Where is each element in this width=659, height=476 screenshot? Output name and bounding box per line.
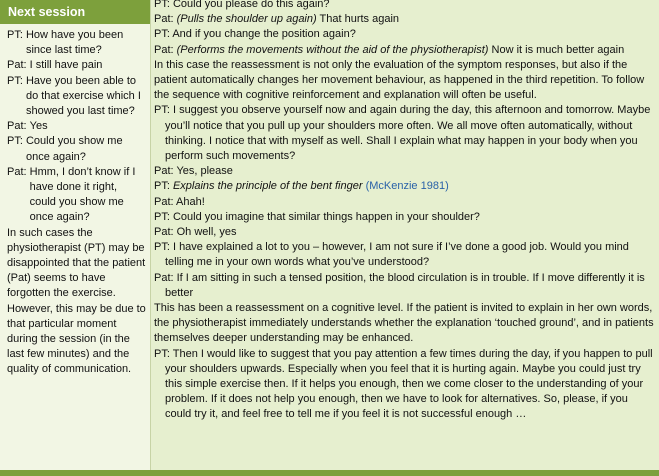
speaker-label: PT:: [154, 104, 173, 117]
citation-link[interactable]: (McKenzie 1981): [365, 180, 449, 193]
dialogue-turn: [154, 103, 654, 164]
dialogue-turn: [154, 179, 654, 194]
turn-text: I suggest you observe yourself now and again during the day, this afternoon and tomorrow. Maybe you’ll notice that you pull up your shoulders more often. We all move often automatically, without thinking. I notice that with myself as well. Shall I explain what may happen in your body when you perform such movements?: [165, 104, 651, 163]
dialogue-turn: [154, 27, 654, 42]
dialogue-turn: [154, 164, 654, 179]
speaker-label: Pat:: [7, 120, 30, 133]
stage-direction: (Pulls the shoulder up again): [176, 13, 317, 26]
turn-text: Could you imagine that similar things happen in your shoulder?: [172, 210, 480, 223]
turn-text: I have explained a lot to you – however, I am not sure if I’ve done a good job. Would you mind telling me in your own words what you’ve understood?: [165, 241, 629, 269]
turn-text: Yes, please: [176, 165, 233, 178]
turn-text: Have you been able to do that exercise which I showed you last time?: [25, 74, 141, 118]
speaker-label: PT:: [154, 180, 173, 193]
commentary-paragraph: In this case the reassessment is not only the evaluation of the symptom responses, but also if the patient automatically changes her movement behaviour, as happened in the third repetition. To follow the sequence with cognitive reinforcement and explanation will often be useful.: [154, 58, 645, 102]
turn-text: Now it is much better again: [488, 43, 625, 56]
stage-direction: Explains the principle of the bent finger: [172, 180, 363, 193]
stage-direction: (Performs the movements without the aid of the physiotherapist): [176, 43, 489, 56]
box-header: Next session: [0, 0, 150, 24]
speaker-label: PT:: [7, 74, 26, 87]
turn-text: If I am sitting in such a tensed position, the blood circulation is in trouble. If I move differently it is better: [165, 271, 645, 299]
bottom-rule: [0, 470, 659, 476]
speaker-label: PT:: [154, 0, 173, 10]
dialogue-turn: [7, 165, 146, 226]
speaker-label: Pat:: [154, 271, 177, 284]
speaker-label: PT:: [154, 28, 173, 41]
turn-text: Could you please do this again?: [172, 0, 330, 10]
speaker-label: PT:: [154, 347, 173, 360]
commentary-paragraph: In such cases the physiotherapist (PT) may be disappointed that the patient (Pat) seems to have forgotten the exercise. However, this may be due to that particular moment during the session (in the last few minutes) and the quality of communication.: [7, 226, 146, 376]
turn-text: How have you been since last time?: [25, 29, 124, 57]
dialogue-turn: [154, 43, 654, 58]
dialogue-turn: [154, 347, 654, 423]
speaker-label: PT:: [154, 241, 173, 254]
turn-text: Hmm, I don’t know if I have done it right, could you show me once again?: [29, 165, 136, 224]
speaker-label: Pat:: [154, 226, 177, 239]
dialogue-turn: [154, 225, 654, 240]
right-column-text: [154, 0, 654, 423]
speaker-label: Pat:: [154, 165, 177, 178]
commentary-paragraph: This has been a reassessment on a cognitive level. If the patient is invited to explain in her own words, the physiotherapist immediately understands whether the explanation ‘touched ground’, and in patients themselves deeper understanding may be enhanced.: [154, 302, 654, 345]
speaker-label: Pat:: [7, 59, 30, 72]
speaker-label: PT:: [154, 210, 173, 223]
left-column-text: [0, 24, 150, 378]
turn-text: Ahah!: [176, 195, 205, 208]
dialogue-turn: [154, 0, 654, 12]
speaker-label: Pat:: [7, 165, 30, 178]
turn-text: I still have pain: [29, 59, 103, 72]
dialogue-turn: [7, 58, 146, 73]
dialogue-turn: [7, 119, 146, 134]
dialogue-turn: [154, 12, 654, 27]
turn-text: Could you show me once again?: [25, 135, 123, 163]
turn-text: And if you change the position again?: [172, 28, 356, 41]
dialogue-turn: [154, 240, 654, 270]
speaker-label: Pat:: [154, 13, 177, 26]
speaker-label: PT:: [7, 29, 26, 41]
speaker-label: Pat:: [154, 195, 177, 208]
dialogue-turn: [7, 28, 146, 58]
speaker-label: PT:: [7, 135, 26, 148]
turn-text: That hurts again: [316, 13, 400, 26]
dialogue-turn: [154, 195, 654, 210]
dialogue-turn: [154, 271, 654, 301]
dialogue-turn: [7, 74, 146, 120]
turn-text: Then I would like to suggest that you pay attention a few times during the day, if you happen to pull your shoulders upwards. Especially when you feel that it is hurting again. Maybe you could just try this simple exercise then. If it helps you enough, then we come closer to the understanding of your problem. If it does not help you enough, then we have to look for alternatives. So, please, if you could try it, and feel free to tell me if you feel it is not successful enough …: [165, 347, 653, 421]
speaker-label: Pat:: [154, 43, 177, 56]
turn-text: Oh well, yes: [176, 226, 237, 239]
dialogue-turn: [7, 134, 146, 164]
turn-text: Yes: [29, 120, 48, 133]
next-session-box: [0, 0, 151, 470]
dialogue-turn: [154, 210, 654, 225]
